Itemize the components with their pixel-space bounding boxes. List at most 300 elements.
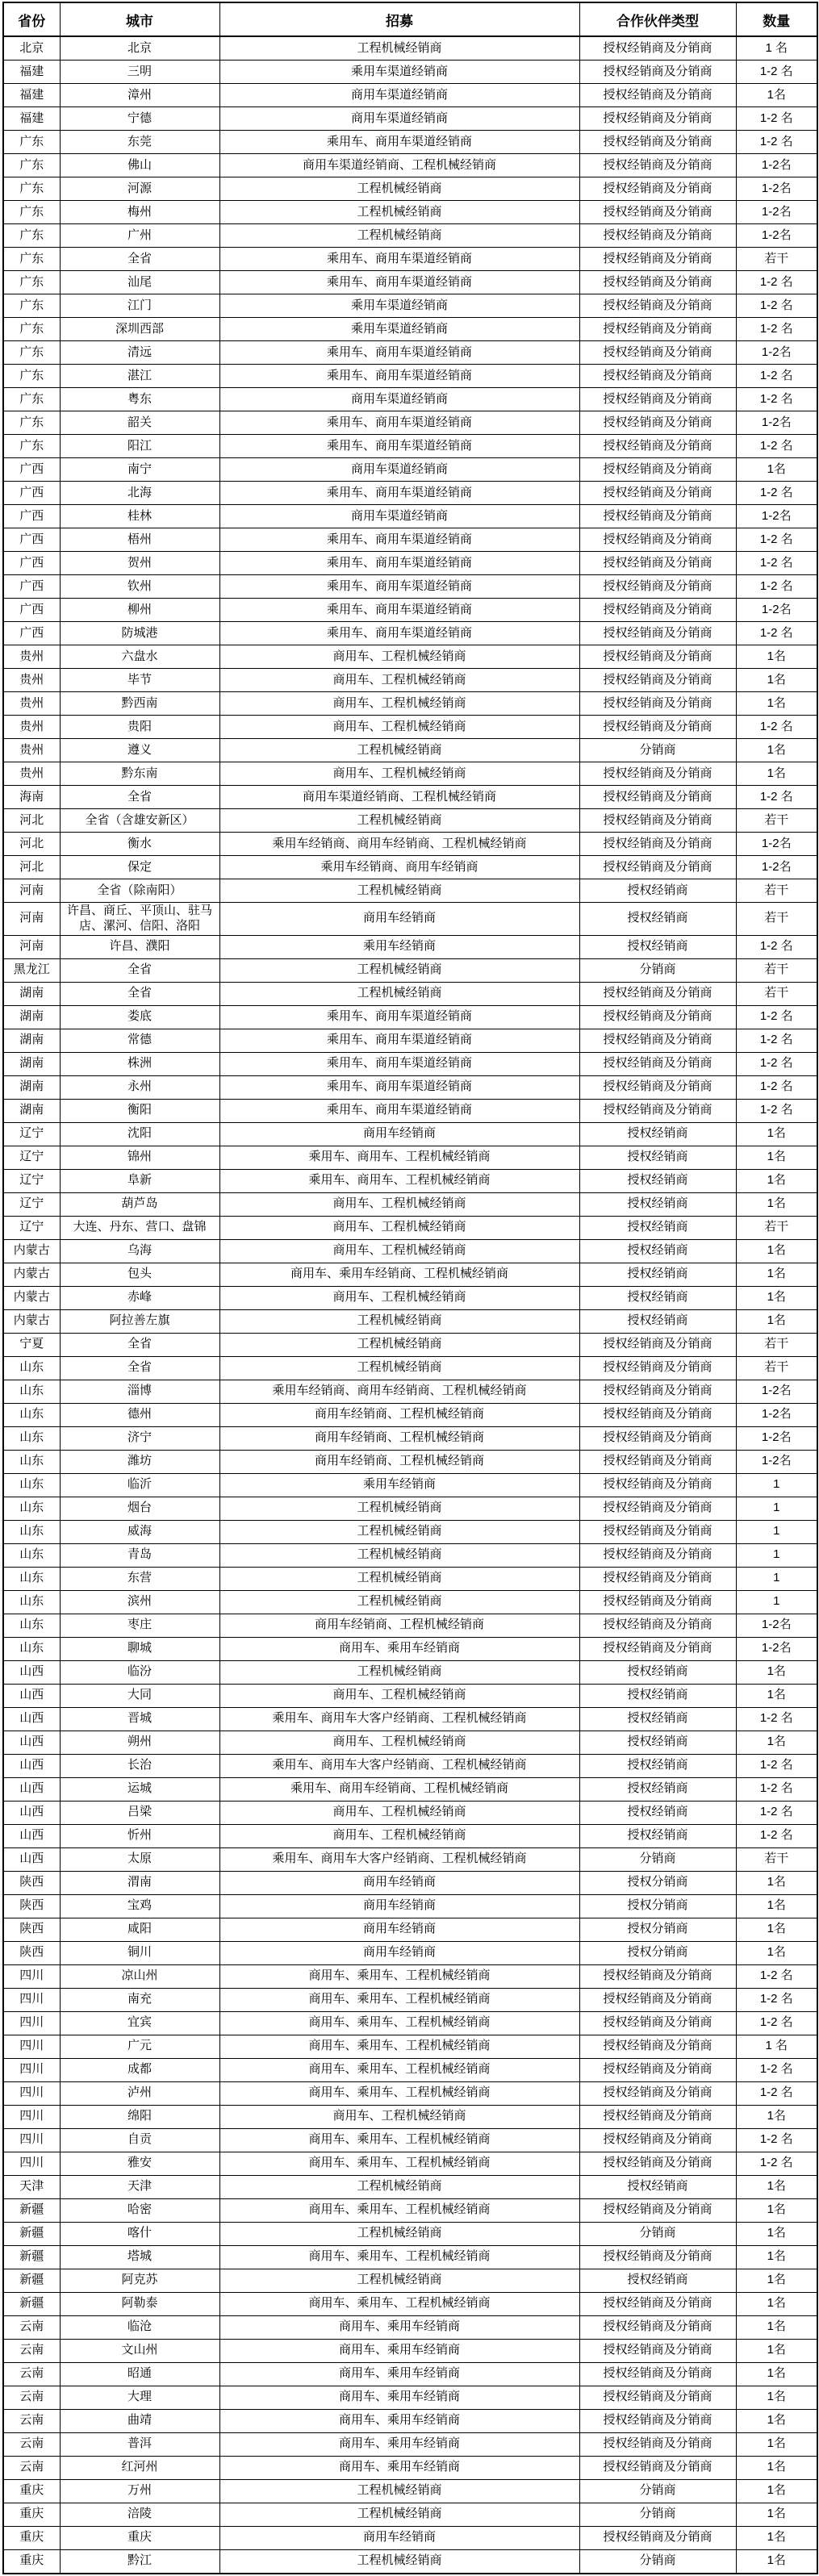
cell-partner-type: 授权经销商及分销商 bbox=[579, 762, 736, 786]
table-row bbox=[3, 2105, 817, 2128]
cell-city: 潍坊 bbox=[60, 1450, 219, 1473]
cell-city: 钦州 bbox=[60, 575, 219, 599]
cell-recruitment: 商用车、工程机械经销商 bbox=[219, 762, 579, 786]
table-row bbox=[3, 154, 817, 177]
cell-partner-type: 授权经销商及分销商 bbox=[579, 2292, 736, 2315]
cell-city: 沈阳 bbox=[60, 1122, 219, 1146]
cell-quantity: 若干 bbox=[736, 1216, 817, 1239]
cell-recruitment: 工程机械经销商 bbox=[219, 2549, 579, 2574]
cell-province: 重庆 bbox=[3, 2526, 60, 2549]
cell-city: 佛山 bbox=[60, 154, 219, 177]
cell-recruitment: 乘用车经销商 bbox=[219, 1473, 579, 1497]
cell-partner-type: 授权经销商及分销商 bbox=[579, 482, 736, 505]
cell-recruitment: 商用车、乘用车经销商 bbox=[219, 2315, 579, 2339]
cell-quantity: 1-2 名 bbox=[736, 2128, 817, 2152]
cell-city: 威海 bbox=[60, 1520, 219, 1543]
cell-quantity: 1名 bbox=[736, 1871, 817, 1894]
cell-recruitment: 商用车、乘用车、工程机械经销商 bbox=[219, 2081, 579, 2105]
cell-partner-type: 授权经销商及分销商 bbox=[579, 224, 736, 248]
cell-recruitment: 乘用车经销商、商用车经销商 bbox=[219, 856, 579, 879]
cell-province: 陕西 bbox=[3, 1894, 60, 1918]
cell-province: 内蒙古 bbox=[3, 1239, 60, 1263]
cell-quantity: 1-2 名 bbox=[736, 1824, 817, 1847]
cell-province: 广东 bbox=[3, 388, 60, 411]
cell-quantity: 1名 bbox=[736, 458, 817, 482]
cell-city: 娄底 bbox=[60, 1005, 219, 1029]
table-row bbox=[3, 61, 817, 84]
cell-province: 福建 bbox=[3, 84, 60, 107]
cell-partner-type: 授权分销商 bbox=[579, 1918, 736, 1941]
cell-city: 万州 bbox=[60, 2479, 219, 2503]
cell-province: 内蒙古 bbox=[3, 1309, 60, 1333]
table-row bbox=[3, 482, 817, 505]
cell-recruitment: 商用车经销商、工程机械经销商 bbox=[219, 1614, 579, 1637]
cell-quantity: 1-2 名 bbox=[736, 294, 817, 318]
table-row bbox=[3, 2432, 817, 2456]
cell-partner-type: 授权经销商 bbox=[579, 1239, 736, 1263]
table-row bbox=[3, 2035, 817, 2058]
cell-quantity: 1-2 名 bbox=[736, 2058, 817, 2081]
cell-quantity: 1名 bbox=[736, 1684, 817, 1707]
cell-city: 南宁 bbox=[60, 458, 219, 482]
cell-recruitment: 乘用车、商用车渠道经销商 bbox=[219, 435, 579, 458]
cell-province: 河北 bbox=[3, 856, 60, 879]
cell-province: 广东 bbox=[3, 248, 60, 271]
cell-recruitment: 商用车、乘用车经销商 bbox=[219, 2339, 579, 2362]
table-row bbox=[3, 2409, 817, 2432]
table-row bbox=[3, 1239, 817, 1263]
cell-recruitment: 乘用车、商用车渠道经销商 bbox=[219, 1099, 579, 1122]
cell-partner-type: 授权经销商及分销商 bbox=[579, 458, 736, 482]
cell-recruitment: 商用车、工程机械经销商 bbox=[219, 1286, 579, 1309]
cell-city: 永州 bbox=[60, 1075, 219, 1099]
cell-province: 贵州 bbox=[3, 669, 60, 692]
cell-quantity: 1名 bbox=[736, 2549, 817, 2574]
cell-province: 河南 bbox=[3, 903, 60, 936]
table-row bbox=[3, 1637, 817, 1660]
cell-quantity: 1名 bbox=[736, 2386, 817, 2409]
cell-quantity: 1名 bbox=[736, 2198, 817, 2222]
cell-city: 广州 bbox=[60, 224, 219, 248]
cell-province: 山东 bbox=[3, 1403, 60, 1426]
cell-partner-type: 授权分销商 bbox=[579, 1871, 736, 1894]
cell-partner-type: 授权经销商及分销商 bbox=[579, 575, 736, 599]
cell-partner-type: 授权经销商及分销商 bbox=[579, 856, 736, 879]
cell-partner-type: 授权经销商及分销商 bbox=[579, 2315, 736, 2339]
cell-quantity: 1名 bbox=[736, 2269, 817, 2292]
cell-city: 铜川 bbox=[60, 1941, 219, 1964]
table-row bbox=[3, 575, 817, 599]
cell-province: 天津 bbox=[3, 2175, 60, 2198]
cell-province: 广东 bbox=[3, 341, 60, 365]
cell-quantity: 若干 bbox=[736, 248, 817, 271]
cell-recruitment: 商用车、乘用车、工程机械经销商 bbox=[219, 2198, 579, 2222]
cell-recruitment: 乘用车、商用车渠道经销商 bbox=[219, 528, 579, 552]
cell-quantity: 1名 bbox=[736, 2292, 817, 2315]
table-row bbox=[3, 201, 817, 224]
table-row bbox=[3, 1684, 817, 1707]
cell-recruitment: 商用车、乘用车经销商 bbox=[219, 2456, 579, 2479]
cell-recruitment: 商用车、乘用车经销商 bbox=[219, 2432, 579, 2456]
table-row bbox=[3, 84, 817, 107]
cell-city: 湛江 bbox=[60, 365, 219, 388]
cell-partner-type: 授权经销商及分销商 bbox=[579, 131, 736, 154]
cell-city: 阿克苏 bbox=[60, 2269, 219, 2292]
cell-partner-type: 授权经销商 bbox=[579, 1146, 736, 1169]
cell-partner-type: 授权经销商及分销商 bbox=[579, 505, 736, 528]
table-row bbox=[3, 1941, 817, 1964]
cell-recruitment: 工程机械经销商 bbox=[219, 201, 579, 224]
table-row bbox=[3, 1216, 817, 1239]
cell-partner-type: 授权经销商 bbox=[579, 1309, 736, 1333]
cell-quantity: 1名 bbox=[736, 1122, 817, 1146]
cell-recruitment: 乘用车经销商、商用车经销商、工程机械经销商 bbox=[219, 833, 579, 856]
cell-partner-type: 授权经销商及分销商 bbox=[579, 1099, 736, 1122]
cell-province: 宁夏 bbox=[3, 1333, 60, 1356]
cell-city: 三明 bbox=[60, 61, 219, 84]
cell-province: 广东 bbox=[3, 435, 60, 458]
cell-city: 阿勒泰 bbox=[60, 2292, 219, 2315]
cell-province: 北京 bbox=[3, 36, 60, 61]
cell-city: 黔东南 bbox=[60, 762, 219, 786]
table-row bbox=[3, 294, 817, 318]
cell-city: 泸州 bbox=[60, 2081, 219, 2105]
cell-city: 塔城 bbox=[60, 2245, 219, 2269]
cell-province: 四川 bbox=[3, 2011, 60, 2035]
cell-recruitment: 商用车、乘用车、工程机械经销商 bbox=[219, 2035, 579, 2058]
table-row bbox=[3, 958, 817, 982]
table-row bbox=[3, 1099, 817, 1122]
cell-quantity: 1-2名 bbox=[736, 177, 817, 201]
cell-city: 深圳西部 bbox=[60, 318, 219, 341]
cell-city: 淄博 bbox=[60, 1380, 219, 1403]
cell-quantity: 1名 bbox=[736, 2432, 817, 2456]
cell-partner-type: 授权经销商及分销商 bbox=[579, 248, 736, 271]
cell-recruitment: 乘用车、商用车大客户经销商、工程机械经销商 bbox=[219, 1707, 579, 1731]
cell-city: 桂林 bbox=[60, 505, 219, 528]
dealer-recruitment-table bbox=[2, 2, 818, 2574]
cell-quantity: 1-2 名 bbox=[736, 2152, 817, 2175]
table-row bbox=[3, 2011, 817, 2035]
cell-quantity: 1名 bbox=[736, 1192, 817, 1216]
cell-recruitment: 商用车、乘用车经销商、工程机械经销商 bbox=[219, 1263, 579, 1286]
cell-city: 东莞 bbox=[60, 131, 219, 154]
cell-province: 广东 bbox=[3, 224, 60, 248]
cell-quantity: 1-2 名 bbox=[736, 271, 817, 294]
cell-province: 贵州 bbox=[3, 762, 60, 786]
cell-quantity: 1-2 名 bbox=[736, 435, 817, 458]
cell-province: 贵州 bbox=[3, 739, 60, 762]
cell-recruitment: 商用车、工程机械经销商 bbox=[219, 1684, 579, 1707]
cell-quantity: 1名 bbox=[736, 2175, 817, 2198]
cell-partner-type: 授权经销商及分销商 bbox=[579, 1450, 736, 1473]
cell-quantity: 1-2 名 bbox=[736, 622, 817, 645]
cell-province: 新疆 bbox=[3, 2245, 60, 2269]
cell-recruitment: 乘用车渠道经销商 bbox=[219, 318, 579, 341]
cell-partner-type: 授权经销商及分销商 bbox=[579, 692, 736, 716]
cell-partner-type: 授权经销商 bbox=[579, 1684, 736, 1707]
cell-partner-type: 授权经销商及分销商 bbox=[579, 1052, 736, 1075]
cell-partner-type: 授权经销商及分销商 bbox=[579, 2198, 736, 2222]
cell-recruitment: 商用车、乘用车、工程机械经销商 bbox=[219, 2292, 579, 2315]
cell-quantity: 1-2名 bbox=[736, 1450, 817, 1473]
table-row bbox=[3, 1754, 817, 1777]
cell-province: 辽宁 bbox=[3, 1192, 60, 1216]
cell-city: 全省 bbox=[60, 982, 219, 1005]
cell-recruitment: 商用车、乘用车、工程机械经销商 bbox=[219, 2152, 579, 2175]
cell-partner-type: 授权经销商 bbox=[579, 1660, 736, 1684]
cell-partner-type: 授权经销商 bbox=[579, 1777, 736, 1801]
cell-partner-type: 授权经销商及分销商 bbox=[579, 2081, 736, 2105]
cell-recruitment: 工程机械经销商 bbox=[219, 1333, 579, 1356]
cell-partner-type: 授权经销商及分销商 bbox=[579, 622, 736, 645]
table-row bbox=[3, 1052, 817, 1075]
cell-recruitment: 商用车、乘用车、工程机械经销商 bbox=[219, 1964, 579, 1988]
cell-quantity: 1名 bbox=[736, 692, 817, 716]
cell-province: 辽宁 bbox=[3, 1122, 60, 1146]
cell-recruitment: 商用车、工程机械经销商 bbox=[219, 716, 579, 739]
cell-province: 云南 bbox=[3, 2339, 60, 2362]
table-row bbox=[3, 809, 817, 833]
cell-quantity: 1 bbox=[736, 1520, 817, 1543]
cell-partner-type: 授权经销商及分销商 bbox=[579, 177, 736, 201]
cell-recruitment: 商用车、乘用车经销商 bbox=[219, 2362, 579, 2386]
cell-province: 山西 bbox=[3, 1707, 60, 1731]
cell-recruitment: 乘用车经销商 bbox=[219, 935, 579, 958]
cell-partner-type: 授权经销商及分销商 bbox=[579, 154, 736, 177]
table-row bbox=[3, 1801, 817, 1824]
cell-quantity: 1-2 名 bbox=[736, 786, 817, 809]
cell-quantity: 1-2 名 bbox=[736, 1777, 817, 1801]
cell-recruitment: 乘用车渠道经销商 bbox=[219, 61, 579, 84]
cell-partner-type: 授权经销商 bbox=[579, 879, 736, 903]
table-row bbox=[3, 131, 817, 154]
cell-recruitment: 商用车经销商 bbox=[219, 1122, 579, 1146]
cell-province: 云南 bbox=[3, 2386, 60, 2409]
table-row bbox=[3, 1614, 817, 1637]
cell-recruitment: 乘用车、商用车渠道经销商 bbox=[219, 1075, 579, 1099]
cell-province: 山东 bbox=[3, 1473, 60, 1497]
cell-province: 黑龙江 bbox=[3, 958, 60, 982]
cell-quantity: 1-2 名 bbox=[736, 482, 817, 505]
table-row bbox=[3, 1122, 817, 1146]
cell-partner-type: 授权经销商及分销商 bbox=[579, 2105, 736, 2128]
cell-city: 梅州 bbox=[60, 201, 219, 224]
cell-partner-type: 授权经销商及分销商 bbox=[579, 411, 736, 435]
cell-quantity: 若干 bbox=[736, 903, 817, 936]
cell-quantity: 1-2 名 bbox=[736, 318, 817, 341]
cell-city: 六盘水 bbox=[60, 645, 219, 669]
table-row bbox=[3, 1029, 817, 1052]
cell-recruitment: 商用车经销商 bbox=[219, 1871, 579, 1894]
cell-province: 广东 bbox=[3, 411, 60, 435]
cell-province: 广东 bbox=[3, 131, 60, 154]
cell-recruitment: 工程机械经销商 bbox=[219, 1567, 579, 1590]
cell-quantity: 若干 bbox=[736, 809, 817, 833]
table-row bbox=[3, 1543, 817, 1567]
table-row bbox=[3, 856, 817, 879]
table-row bbox=[3, 645, 817, 669]
cell-recruitment: 商用车、乘用车经销商 bbox=[219, 2386, 579, 2409]
cell-partner-type: 授权经销商 bbox=[579, 1192, 736, 1216]
cell-partner-type: 授权经销商及分销商 bbox=[579, 2152, 736, 2175]
cell-partner-type: 授权经销商及分销商 bbox=[579, 36, 736, 61]
cell-province: 云南 bbox=[3, 2315, 60, 2339]
cell-city: 全省 bbox=[60, 958, 219, 982]
cell-quantity: 1 bbox=[736, 1567, 817, 1590]
cell-city: 包头 bbox=[60, 1263, 219, 1286]
cell-partner-type: 授权经销商 bbox=[579, 903, 736, 936]
cell-partner-type: 授权经销商及分销商 bbox=[579, 1403, 736, 1426]
cell-recruitment: 商用车、工程机械经销商 bbox=[219, 692, 579, 716]
cell-partner-type: 授权经销商及分销商 bbox=[579, 786, 736, 809]
cell-province: 陕西 bbox=[3, 1941, 60, 1964]
cell-province: 广东 bbox=[3, 294, 60, 318]
cell-city: 枣庄 bbox=[60, 1614, 219, 1637]
cell-quantity: 1名 bbox=[736, 1731, 817, 1754]
cell-city: 咸阳 bbox=[60, 1918, 219, 1941]
cell-province: 陕西 bbox=[3, 1918, 60, 1941]
cell-partner-type: 分销商 bbox=[579, 2503, 736, 2526]
cell-recruitment: 乘用车、商用车经销商、工程机械经销商 bbox=[219, 1777, 579, 1801]
cell-partner-type: 授权经销商及分销商 bbox=[579, 1988, 736, 2011]
cell-quantity: 1名 bbox=[736, 669, 817, 692]
cell-province: 广东 bbox=[3, 318, 60, 341]
cell-province: 山西 bbox=[3, 1777, 60, 1801]
cell-quantity: 若干 bbox=[736, 879, 817, 903]
cell-city: 漳州 bbox=[60, 84, 219, 107]
cell-province: 广东 bbox=[3, 154, 60, 177]
table-row bbox=[3, 879, 817, 903]
table-row bbox=[3, 341, 817, 365]
cell-recruitment: 乘用车、商用车大客户经销商、工程机械经销商 bbox=[219, 1847, 579, 1871]
cell-city: 德州 bbox=[60, 1403, 219, 1426]
cell-partner-type: 授权经销商及分销商 bbox=[579, 271, 736, 294]
cell-province: 新疆 bbox=[3, 2292, 60, 2315]
cell-province: 四川 bbox=[3, 2128, 60, 2152]
cell-quantity: 1名 bbox=[736, 1239, 817, 1263]
cell-partner-type: 授权经销商及分销商 bbox=[579, 1590, 736, 1614]
cell-province: 山东 bbox=[3, 1426, 60, 1450]
cell-recruitment: 乘用车、商用车渠道经销商 bbox=[219, 1005, 579, 1029]
table-row bbox=[3, 1964, 817, 1988]
cell-partner-type: 授权经销商及分销商 bbox=[579, 318, 736, 341]
cell-recruitment: 商用车经销商 bbox=[219, 1894, 579, 1918]
table-row bbox=[3, 552, 817, 575]
cell-city: 临沧 bbox=[60, 2315, 219, 2339]
cell-partner-type: 授权经销商及分销商 bbox=[579, 201, 736, 224]
cell-recruitment: 工程机械经销商 bbox=[219, 36, 579, 61]
cell-recruitment: 商用车经销商、工程机械经销商 bbox=[219, 1450, 579, 1473]
cell-quantity: 1-2 名 bbox=[736, 388, 817, 411]
cell-city: 天津 bbox=[60, 2175, 219, 2198]
cell-partner-type: 授权经销商 bbox=[579, 1216, 736, 1239]
cell-recruitment: 乘用车渠道经销商 bbox=[219, 294, 579, 318]
table-row bbox=[3, 1333, 817, 1356]
cell-quantity: 1名 bbox=[736, 2315, 817, 2339]
cell-recruitment: 乘用车、商用车大客户经销商、工程机械经销商 bbox=[219, 1754, 579, 1777]
cell-province: 贵州 bbox=[3, 645, 60, 669]
cell-province: 山西 bbox=[3, 1660, 60, 1684]
cell-city: 贵阳 bbox=[60, 716, 219, 739]
cell-partner-type: 授权经销商 bbox=[579, 1263, 736, 1286]
cell-city: 江门 bbox=[60, 294, 219, 318]
cell-quantity: 1-2名 bbox=[736, 1403, 817, 1426]
table-row bbox=[3, 833, 817, 856]
cell-quantity: 1名 bbox=[736, 2222, 817, 2245]
cell-quantity: 1 bbox=[736, 1590, 817, 1614]
cell-city: 宁德 bbox=[60, 107, 219, 131]
cell-quantity: 1-2名 bbox=[736, 201, 817, 224]
cell-partner-type: 授权经销商 bbox=[579, 1754, 736, 1777]
cell-quantity: 1名 bbox=[736, 1146, 817, 1169]
cell-recruitment: 工程机械经销商 bbox=[219, 2222, 579, 2245]
cell-quantity: 1名 bbox=[736, 2245, 817, 2269]
table-row bbox=[3, 2152, 817, 2175]
table-row bbox=[3, 692, 817, 716]
table-row bbox=[3, 1988, 817, 2011]
cell-partner-type: 授权经销商及分销商 bbox=[579, 2362, 736, 2386]
table-row bbox=[3, 435, 817, 458]
cell-partner-type: 授权经销商及分销商 bbox=[579, 107, 736, 131]
cell-city: 锦州 bbox=[60, 1146, 219, 1169]
cell-partner-type: 授权经销商及分销商 bbox=[579, 1005, 736, 1029]
table-row bbox=[3, 365, 817, 388]
cell-recruitment: 工程机械经销商 bbox=[219, 1520, 579, 1543]
cell-province: 内蒙古 bbox=[3, 1263, 60, 1286]
cell-city: 汕尾 bbox=[60, 271, 219, 294]
cell-city: 全省 bbox=[60, 1333, 219, 1356]
table-row bbox=[3, 903, 817, 936]
cell-partner-type: 授权经销商及分销商 bbox=[579, 1473, 736, 1497]
cell-recruitment: 乘用车、商用车渠道经销商 bbox=[219, 341, 579, 365]
cell-quantity: 1-2 名 bbox=[736, 575, 817, 599]
cell-city: 阳江 bbox=[60, 435, 219, 458]
cell-city: 东营 bbox=[60, 1567, 219, 1590]
cell-recruitment: 商用车、工程机械经销商 bbox=[219, 1824, 579, 1847]
col-header-city: 城市 bbox=[60, 2, 219, 36]
cell-recruitment: 乘用车、商用车、工程机械经销商 bbox=[219, 1169, 579, 1192]
cell-city: 阿拉善左旗 bbox=[60, 1309, 219, 1333]
cell-province: 四川 bbox=[3, 2035, 60, 2058]
cell-quantity: 1-2 名 bbox=[736, 107, 817, 131]
cell-quantity: 1 bbox=[736, 1497, 817, 1520]
cell-province: 山西 bbox=[3, 1824, 60, 1847]
cell-quantity: 1-2 名 bbox=[736, 2011, 817, 2035]
table-row bbox=[3, 1146, 817, 1169]
cell-partner-type: 授权经销商及分销商 bbox=[579, 982, 736, 1005]
cell-quantity: 1名 bbox=[736, 2339, 817, 2362]
cell-partner-type: 授权经销商及分销商 bbox=[579, 1029, 736, 1052]
cell-partner-type: 授权经销商及分销商 bbox=[579, 669, 736, 692]
cell-recruitment: 工程机械经销商 bbox=[219, 1356, 579, 1380]
cell-city: 韶关 bbox=[60, 411, 219, 435]
cell-partner-type: 授权经销商及分销商 bbox=[579, 1520, 736, 1543]
cell-partner-type: 授权经销商及分销商 bbox=[579, 2409, 736, 2432]
cell-recruitment: 商用车、工程机械经销商 bbox=[219, 1216, 579, 1239]
cell-recruitment: 乘用车、商用车渠道经销商 bbox=[219, 1029, 579, 1052]
cell-province: 湖南 bbox=[3, 1029, 60, 1052]
cell-quantity: 1-2 名 bbox=[736, 1075, 817, 1099]
cell-quantity: 1-2名 bbox=[736, 1426, 817, 1450]
cell-partner-type: 授权经销商及分销商 bbox=[579, 365, 736, 388]
cell-recruitment: 乘用车、商用车渠道经销商 bbox=[219, 599, 579, 622]
cell-quantity: 1-2 名 bbox=[736, 1005, 817, 1029]
cell-province: 新疆 bbox=[3, 2269, 60, 2292]
cell-city: 广元 bbox=[60, 2035, 219, 2058]
cell-city: 聊城 bbox=[60, 1637, 219, 1660]
cell-partner-type: 授权经销商及分销商 bbox=[579, 388, 736, 411]
